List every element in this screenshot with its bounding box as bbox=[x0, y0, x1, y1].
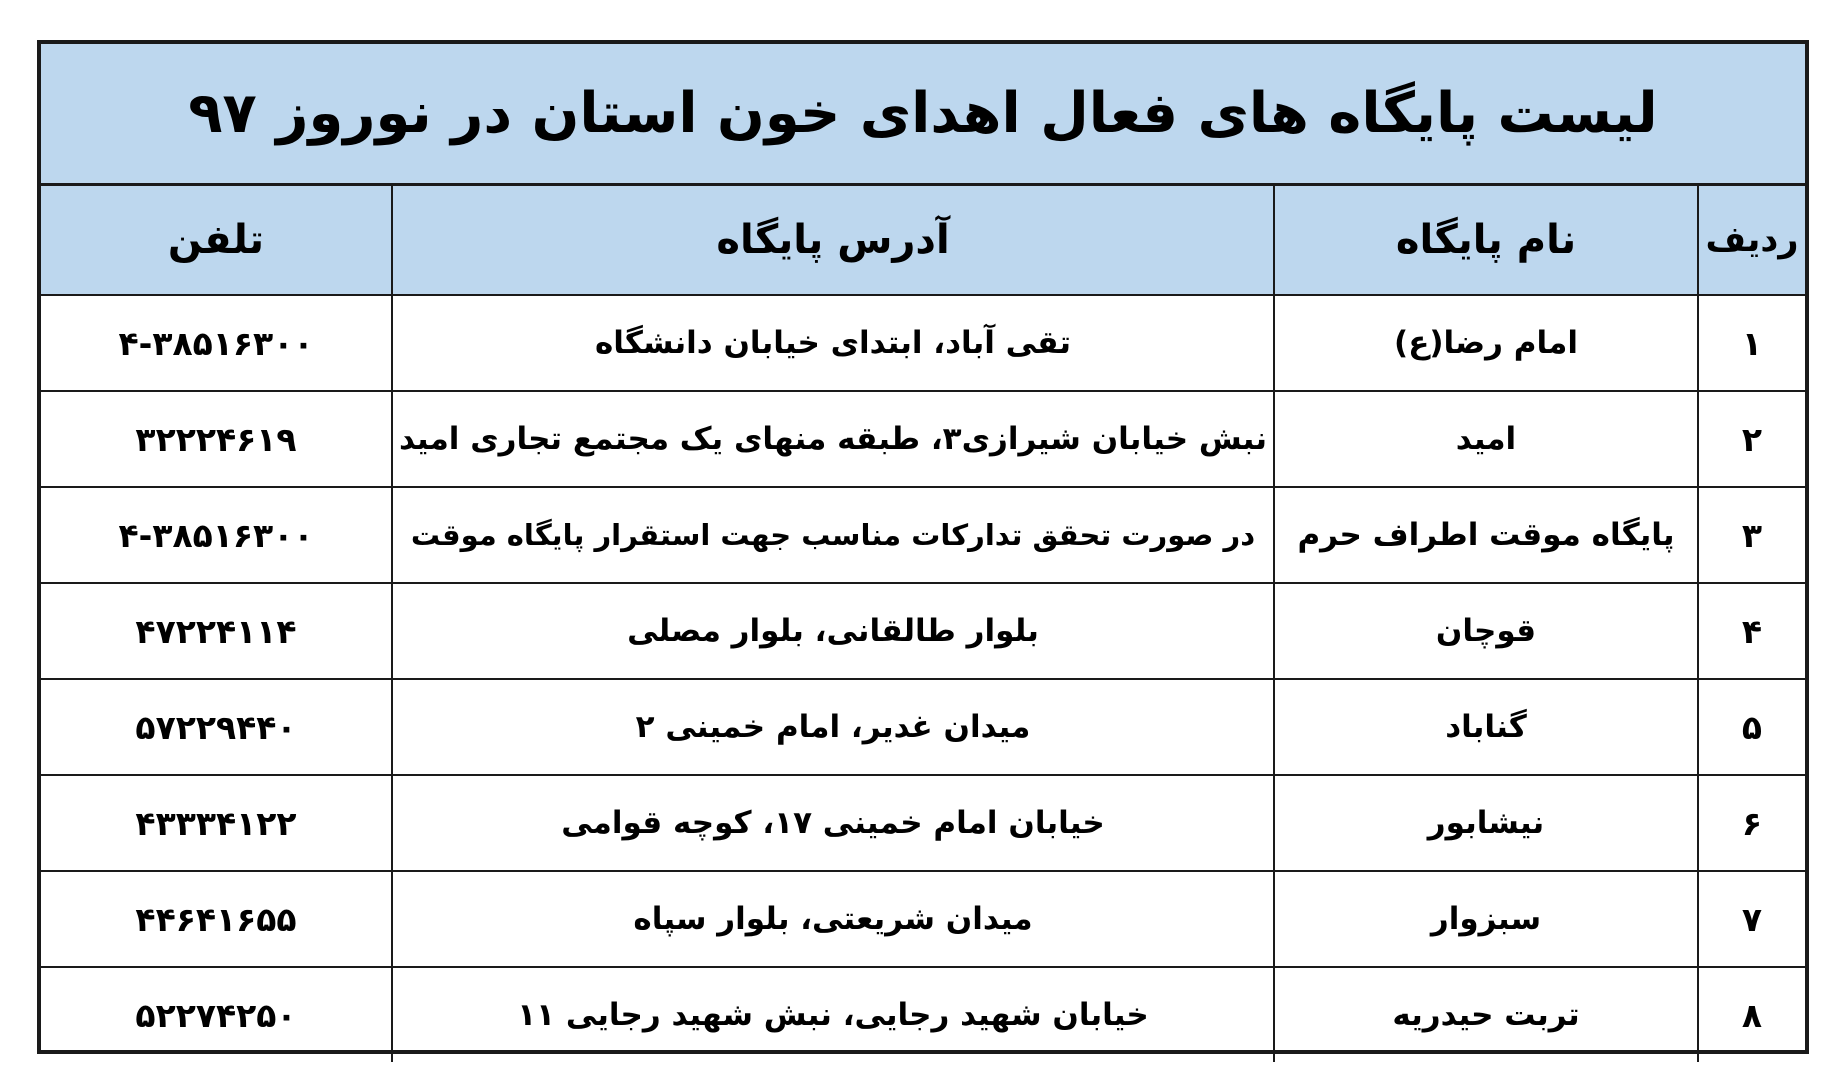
phone-cell: ۴-۳۸۵۱۶۳۰۰ bbox=[41, 295, 392, 391]
base-name-cell: نیشابور bbox=[1274, 775, 1698, 871]
base-name-cell: قوچان bbox=[1274, 583, 1698, 679]
phone-cell: ۳۲۲۲۴۶۱۹ bbox=[41, 391, 392, 487]
address-cell: نبش خیابان شیرازی۳، طبقه منهای یک مجتمع تجاری امید bbox=[392, 391, 1274, 487]
row-number-cell: ۲ bbox=[1698, 391, 1805, 487]
address-cell: در صورت تحقق تدارکات مناسب جهت استقرار پایگاه موقت bbox=[392, 487, 1274, 583]
address-cell: تقی آباد، ابتدای خیابان دانشگاه bbox=[392, 295, 1274, 391]
table-row bbox=[41, 295, 1805, 391]
address-cell: خیابان امام خمینی ۱۷، کوچه قوامی bbox=[392, 775, 1274, 871]
row-number-cell: ۱ bbox=[1698, 295, 1805, 391]
address-cell: بلوار طالقانی، بلوار مصلی bbox=[392, 583, 1274, 679]
row-number-cell: ۸ bbox=[1698, 967, 1805, 1062]
phone-cell: ۵۷۲۲۹۴۴۰ bbox=[41, 679, 392, 775]
base-name-cell: پایگاه موقت اطراف حرم bbox=[1274, 487, 1698, 583]
bases-table bbox=[41, 186, 1805, 1062]
header-row bbox=[41, 186, 1805, 295]
phone-cell: ۴۳۳۳۴۱۲۲ bbox=[41, 775, 392, 871]
table-row bbox=[41, 391, 1805, 487]
base-name-cell: گناباد bbox=[1274, 679, 1698, 775]
phone-cell: ۴-۳۸۵۱۶۳۰۰ bbox=[41, 487, 392, 583]
phone-cell: ۴۷۲۲۴۱۱۴ bbox=[41, 583, 392, 679]
base-name-cell: تربت حیدریه bbox=[1274, 967, 1698, 1062]
table-row bbox=[41, 871, 1805, 967]
row-number-cell: ۴ bbox=[1698, 583, 1805, 679]
table-row bbox=[41, 967, 1805, 1062]
document-title: لیست پایگاه های فعال اهدای خون استان در نوروز ۹۷ bbox=[188, 81, 1658, 146]
column-header-phone: تلفن bbox=[41, 186, 392, 295]
base-name-cell: سبزوار bbox=[1274, 871, 1698, 967]
table-row bbox=[41, 487, 1805, 583]
row-number-cell: ۶ bbox=[1698, 775, 1805, 871]
column-header-address: آدرس پایگاه bbox=[392, 186, 1274, 295]
blood-bases-sheet bbox=[37, 40, 1809, 1054]
base-name-cell: امید bbox=[1274, 391, 1698, 487]
table-row bbox=[41, 679, 1805, 775]
row-number-cell: ۵ bbox=[1698, 679, 1805, 775]
column-header-base-name: نام پایگاه bbox=[1274, 186, 1698, 295]
row-number-cell: ۳ bbox=[1698, 487, 1805, 583]
row-number-cell: ۷ bbox=[1698, 871, 1805, 967]
title-band bbox=[41, 44, 1805, 186]
address-cell: میدان غدیر، امام خمینی ۲ bbox=[392, 679, 1274, 775]
column-header-row-number: ردیف bbox=[1698, 186, 1805, 295]
phone-cell: ۴۴۶۴۱۶۵۵ bbox=[41, 871, 392, 967]
address-cell: میدان شریعتی، بلوار سپاه bbox=[392, 871, 1274, 967]
base-name-cell: امام رضا(ع) bbox=[1274, 295, 1698, 391]
address-cell: خیابان شهید رجایی، نبش شهید رجایی ۱۱ bbox=[392, 967, 1274, 1062]
phone-cell: ۵۲۲۷۴۲۵۰ bbox=[41, 967, 392, 1062]
table-row bbox=[41, 775, 1805, 871]
table-row bbox=[41, 583, 1805, 679]
